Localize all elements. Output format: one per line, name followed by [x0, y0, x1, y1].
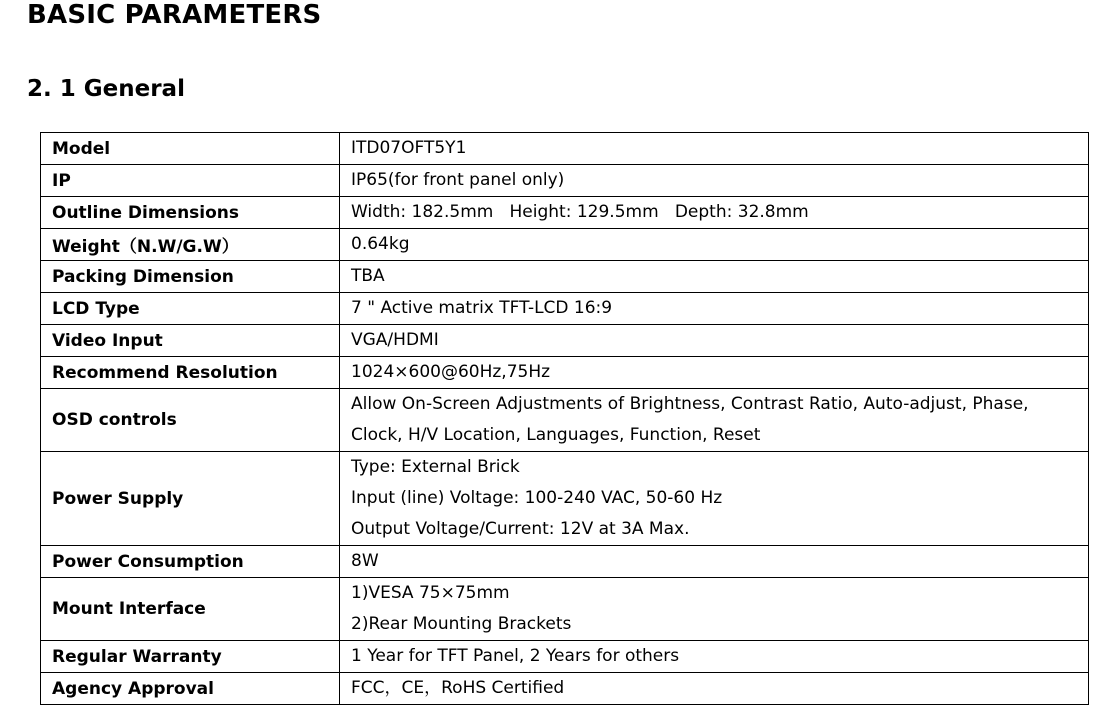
value-line: Clock, H/V Location, Languages, Function, Reset: [351, 425, 761, 445]
value-line: 8W: [351, 551, 379, 571]
row-key: Agency Approval: [41, 673, 340, 705]
table-row: [41, 293, 1089, 325]
value-line: Input (line) Voltage: 100-240 VAC, 50-60 Hz: [351, 488, 723, 508]
row-key: Regular Warranty: [41, 641, 340, 673]
row-value: [340, 229, 1089, 261]
value-line: Allow On-Screen Adjustments of Brightness, Contrast Ratio, Auto-adjust, Phase,: [351, 394, 1029, 414]
table-row: [41, 197, 1089, 229]
row-key: Mount Interface: [41, 578, 340, 641]
spec-table: [40, 132, 1089, 705]
table-row: [41, 229, 1089, 261]
document-title: BASIC PARAMETERS: [27, 0, 322, 30]
row-value: [340, 452, 1089, 546]
value-line: 1024×600@60Hz,75Hz: [351, 362, 551, 382]
row-key: OSD controls: [41, 389, 340, 452]
value-line: IP65(for front panel only): [351, 170, 565, 190]
table-row: [41, 133, 1089, 165]
table-row: [41, 357, 1089, 389]
table-row: [41, 261, 1089, 293]
spec-table-body: [41, 133, 1089, 705]
value-line: VGA/HDMI: [351, 330, 439, 350]
row-value: [340, 673, 1089, 705]
value-line: Width: 182.5mm Height: 129.5mm Depth: 32.8mm: [351, 202, 809, 222]
row-key: Power Supply: [41, 452, 340, 546]
row-value: [340, 197, 1089, 229]
table-row: [41, 578, 1089, 641]
row-key: Power Consumption: [41, 546, 340, 578]
table-row: [41, 325, 1089, 357]
value-line: Output Voltage/Current: 12V at 3A Max.: [351, 519, 690, 539]
value-line: ITD07OFT5Y1: [351, 138, 467, 158]
row-key: Packing Dimension: [41, 261, 340, 293]
row-key: Weight（N.W/G.W）: [41, 229, 340, 261]
row-value: [340, 261, 1089, 293]
value-line: 2)Rear Mounting Brackets: [351, 614, 572, 634]
value-line: FCC，CE，RoHS Certified: [351, 678, 565, 698]
value-line: TBA: [351, 266, 385, 286]
row-value: [340, 389, 1089, 452]
table-row: [41, 452, 1089, 546]
value-line: Type: External Brick: [351, 457, 520, 477]
row-value: [340, 578, 1089, 641]
row-key: Model: [41, 133, 340, 165]
row-key: Video Input: [41, 325, 340, 357]
row-key: IP: [41, 165, 340, 197]
section-title: 2. 1 General: [27, 76, 185, 102]
row-value: [340, 165, 1089, 197]
row-value: [340, 357, 1089, 389]
row-value: [340, 546, 1089, 578]
row-value: [340, 133, 1089, 165]
row-key: LCD Type: [41, 293, 340, 325]
table-row: [41, 165, 1089, 197]
table-row: [41, 546, 1089, 578]
row-key: Outline Dimensions: [41, 197, 340, 229]
row-value: [340, 325, 1089, 357]
row-value: [340, 641, 1089, 673]
value-line: 1 Year for TFT Panel, 2 Years for others: [351, 646, 680, 666]
row-value: [340, 293, 1089, 325]
value-line: 7 " Active matrix TFT-LCD 16:9: [351, 298, 613, 318]
table-row: [41, 389, 1089, 452]
value-line: 0.64kg: [351, 234, 410, 254]
table-row: [41, 641, 1089, 673]
value-line: 1)VESA 75×75mm: [351, 583, 510, 603]
row-key: Recommend Resolution: [41, 357, 340, 389]
table-row: [41, 673, 1089, 705]
